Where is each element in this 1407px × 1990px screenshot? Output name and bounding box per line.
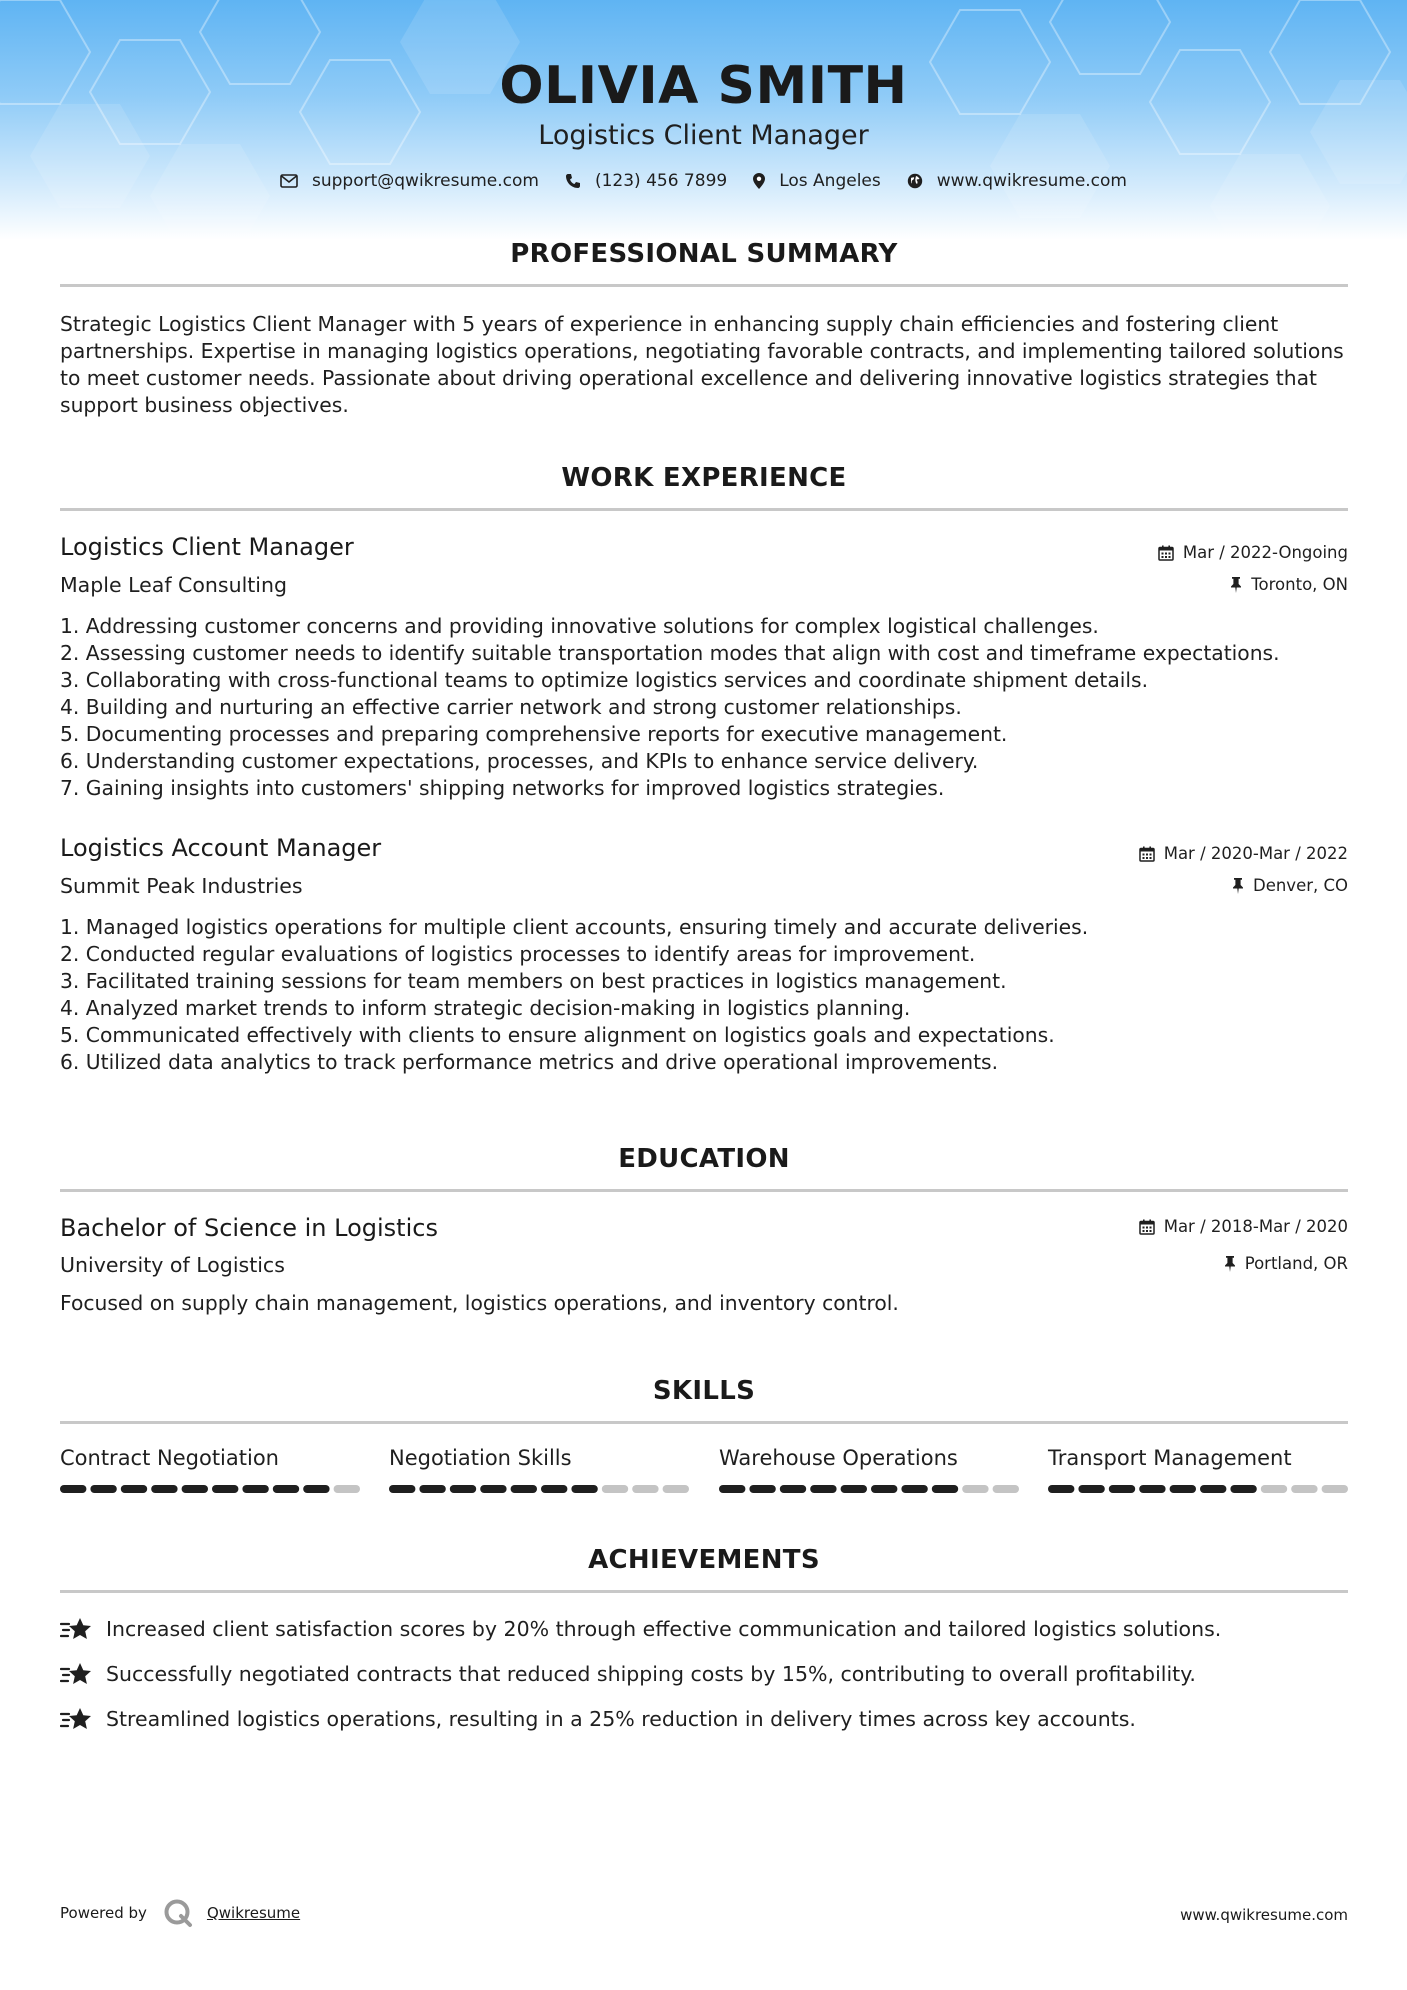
degree-title: Bachelor of Science in Logistics [60,1214,438,1242]
star-icon [60,1706,92,1732]
job-dates [1139,844,1348,863]
skill-segment-filled [901,1485,927,1493]
skill-segment-filled [1170,1485,1196,1493]
skill-segment-filled [541,1485,567,1493]
phone-icon [565,173,581,189]
calendar-icon [1158,545,1174,561]
skill-name: Contract Negotiation [60,1446,279,1470]
job-dates [1158,543,1348,562]
education-location-text: Portland, OR [1244,1254,1348,1273]
skill-segment-filled [841,1485,867,1493]
list-item: 5. Documenting processes and preparing comprehensive reports for executive management. [60,722,1008,746]
list-item: 3. Facilitated training sessions for team members on best practices in logistics management. [60,969,1007,993]
list-item: 3. Collaborating with cross-functional teams to optimize logistics services and coordinate shipment details. [60,668,1149,692]
skill-segment-filled [871,1485,897,1493]
skill-segment-filled [90,1485,116,1493]
calendar-icon [1139,1219,1155,1235]
candidate-role: Logistics Client Manager [538,120,869,151]
list-item: 5. Communicated effectively with clients to ensure alignment on logistics goals and expectations. [60,1023,1055,1047]
skill-segment-filled [511,1485,537,1493]
skill-segment-filled [1109,1485,1135,1493]
job-responsibilities [60,613,1348,802]
skill-segment-empty [962,1485,988,1493]
job-location-text: Toronto, ON [1251,575,1348,594]
achievement-text: Streamlined logistics operations, resulting in a 25% reduction in delivery times across key accounts. [106,1707,1136,1731]
education-description: Focused on supply chain management, logistics operations, and inventory control. [60,1291,899,1315]
job-location [1230,575,1348,594]
skill-segment-empty [1261,1485,1287,1493]
job-title: Logistics Account Manager [60,834,382,862]
skill-segment-filled [1230,1485,1256,1493]
achievement-item [60,1661,1196,1687]
education-divider [60,1189,1348,1192]
job-company: Maple Leaf Consulting [60,573,288,597]
list-item: 2. Assessing customer needs to identify suitable transportation modes that align with cost and timeframe expectations. [60,641,1280,665]
skill-item [1048,1446,1348,1470]
candidate-name: OLIVIA SMITH [499,56,908,116]
skill-item [60,1446,360,1470]
skill-name: Warehouse Operations [719,1446,958,1470]
skill-segment-empty [334,1485,360,1493]
skill-segment-filled [450,1485,476,1493]
skill-segment-filled [571,1485,597,1493]
job-responsibilities [60,914,1348,1076]
skill-segment-filled [780,1485,806,1493]
education-location [1224,1254,1348,1273]
qwikresume-logo-icon [163,1898,193,1928]
skill-segment-filled [242,1485,268,1493]
skill-rating-bar [389,1484,689,1494]
job-company: Summit Peak Industries [60,874,303,898]
list-item: 4. Building and nurturing an effective carrier network and strong customer relationships. [60,695,962,719]
experience-divider [60,508,1348,511]
skill-segment-filled [810,1485,836,1493]
skill-rating-bar [1048,1484,1348,1494]
contact-email[interactable] [280,171,539,191]
location-text: Los Angeles [779,171,881,191]
education-heading: EDUCATION [618,1144,790,1174]
skill-name: Negotiation Skills [389,1446,572,1470]
skills-heading: SKILLS [652,1376,756,1406]
contact-bar [0,171,1407,191]
skill-segment-filled [1078,1485,1104,1493]
achievements-heading: ACHIEVEMENTS [588,1545,820,1575]
website-text: www.qwikresume.com [936,171,1127,191]
calendar-icon [1139,846,1155,862]
footer-powered-by [60,1898,300,1928]
contact-location [753,171,881,191]
list-item: 6. Understanding customer expectations, processes, and KPIs to enhance service delivery. [60,749,979,773]
footer-website[interactable]: www.qwikresume.com [1180,1906,1348,1924]
list-item: 7. Gaining insights into customers' shipping networks for improved logistics strategies. [60,776,945,800]
skill-segment-filled [273,1485,299,1493]
skill-segment-filled [389,1485,415,1493]
skill-segment-filled [932,1485,958,1493]
skill-segment-filled [419,1485,445,1493]
pushpin-icon [1232,878,1244,894]
achievement-text: Successfully negotiated contracts that reduced shipping costs by 15%, contributing to overall profitability. [106,1662,1196,1686]
skills-divider [60,1421,1348,1424]
star-icon [60,1661,92,1687]
achievement-text: Increased client satisfaction scores by 20% through effective communication and tailored logistics solutions. [106,1617,1222,1641]
skill-segment-filled [1139,1485,1165,1493]
pushpin-icon [1230,577,1242,593]
skill-name: Transport Management [1048,1446,1292,1470]
summary-heading: PROFESSIONAL SUMMARY [510,239,898,269]
contact-phone[interactable] [565,171,727,191]
powered-by-text: Powered by [60,1904,147,1922]
job-title: Logistics Client Manager [60,533,354,561]
list-item: 4. Analyzed market trends to inform strategic decision-making in logistics planning. [60,996,911,1020]
skill-segment-empty [993,1485,1019,1493]
skill-segment-filled [60,1485,86,1493]
map-marker-icon [753,173,765,189]
job-location-text: Denver, CO [1252,876,1348,895]
skill-segment-filled [151,1485,177,1493]
skill-segment-empty [663,1485,689,1493]
achievements-divider [60,1590,1348,1593]
skill-segment-filled [719,1485,745,1493]
qwikresume-link[interactable]: Qwikresume [206,1904,301,1922]
skill-segment-empty [1322,1485,1348,1493]
list-item: 2. Conducted regular evaluations of logistics processes to identify areas for improvement. [60,942,976,966]
skill-segment-filled [212,1485,238,1493]
email-text: support@qwikresume.com [312,171,539,191]
skill-segment-filled [480,1485,506,1493]
job-location [1232,876,1348,895]
skill-segment-filled [749,1485,775,1493]
phone-text: (123) 456 7899 [594,171,728,191]
skill-segment-empty [632,1485,658,1493]
job-dates-text: Mar / 2022-Ongoing [1182,543,1348,562]
skill-segment-empty [602,1485,628,1493]
experience-heading: WORK EXPERIENCE [561,463,847,493]
school-name: University of Logistics [60,1253,285,1277]
contact-website[interactable] [907,171,1127,191]
skill-segment-filled [1200,1485,1226,1493]
education-dates [1139,1217,1348,1236]
list-item: 1. Managed logistics operations for multiple client accounts, ensuring timely and accurate deliveries. [60,915,1089,939]
job-dates-text: Mar / 2020-Mar / 2022 [1163,844,1348,863]
envelope-icon [280,174,298,188]
skill-segment-empty [1291,1485,1317,1493]
summary-divider [60,284,1348,287]
skill-rating-bar [60,1484,360,1494]
achievement-item [60,1706,1136,1732]
skill-segment-filled [182,1485,208,1493]
skill-item [389,1446,689,1470]
list-item: 1. Addressing customer concerns and providing innovative solutions for complex logistical challenges. [60,614,1099,638]
pushpin-icon [1224,1256,1236,1272]
skill-segment-filled [303,1485,329,1493]
skill-item [719,1446,1019,1470]
globe-icon [907,173,923,189]
summary-text: Strategic Logistics Client Manager with 5 years of experience in enhancing supply chain efficiencies and fostering client partnerships. Expertise in managing logistics operations, negotiating favorable contracts, and implementing tailored solutions to meet customer needs. Passionate about driving operational excellence and delivering innovative logistics strategies that support business objectives. [60,312,1344,417]
achievement-item [60,1616,1221,1642]
education-dates-text: Mar / 2018-Mar / 2020 [1163,1217,1348,1236]
list-item: 6. Utilized data analytics to track performance metrics and drive operational improvements. [60,1050,999,1074]
star-icon [60,1616,92,1642]
skill-segment-filled [1048,1485,1074,1493]
skill-rating-bar [719,1484,1019,1494]
skill-segment-filled [121,1485,147,1493]
